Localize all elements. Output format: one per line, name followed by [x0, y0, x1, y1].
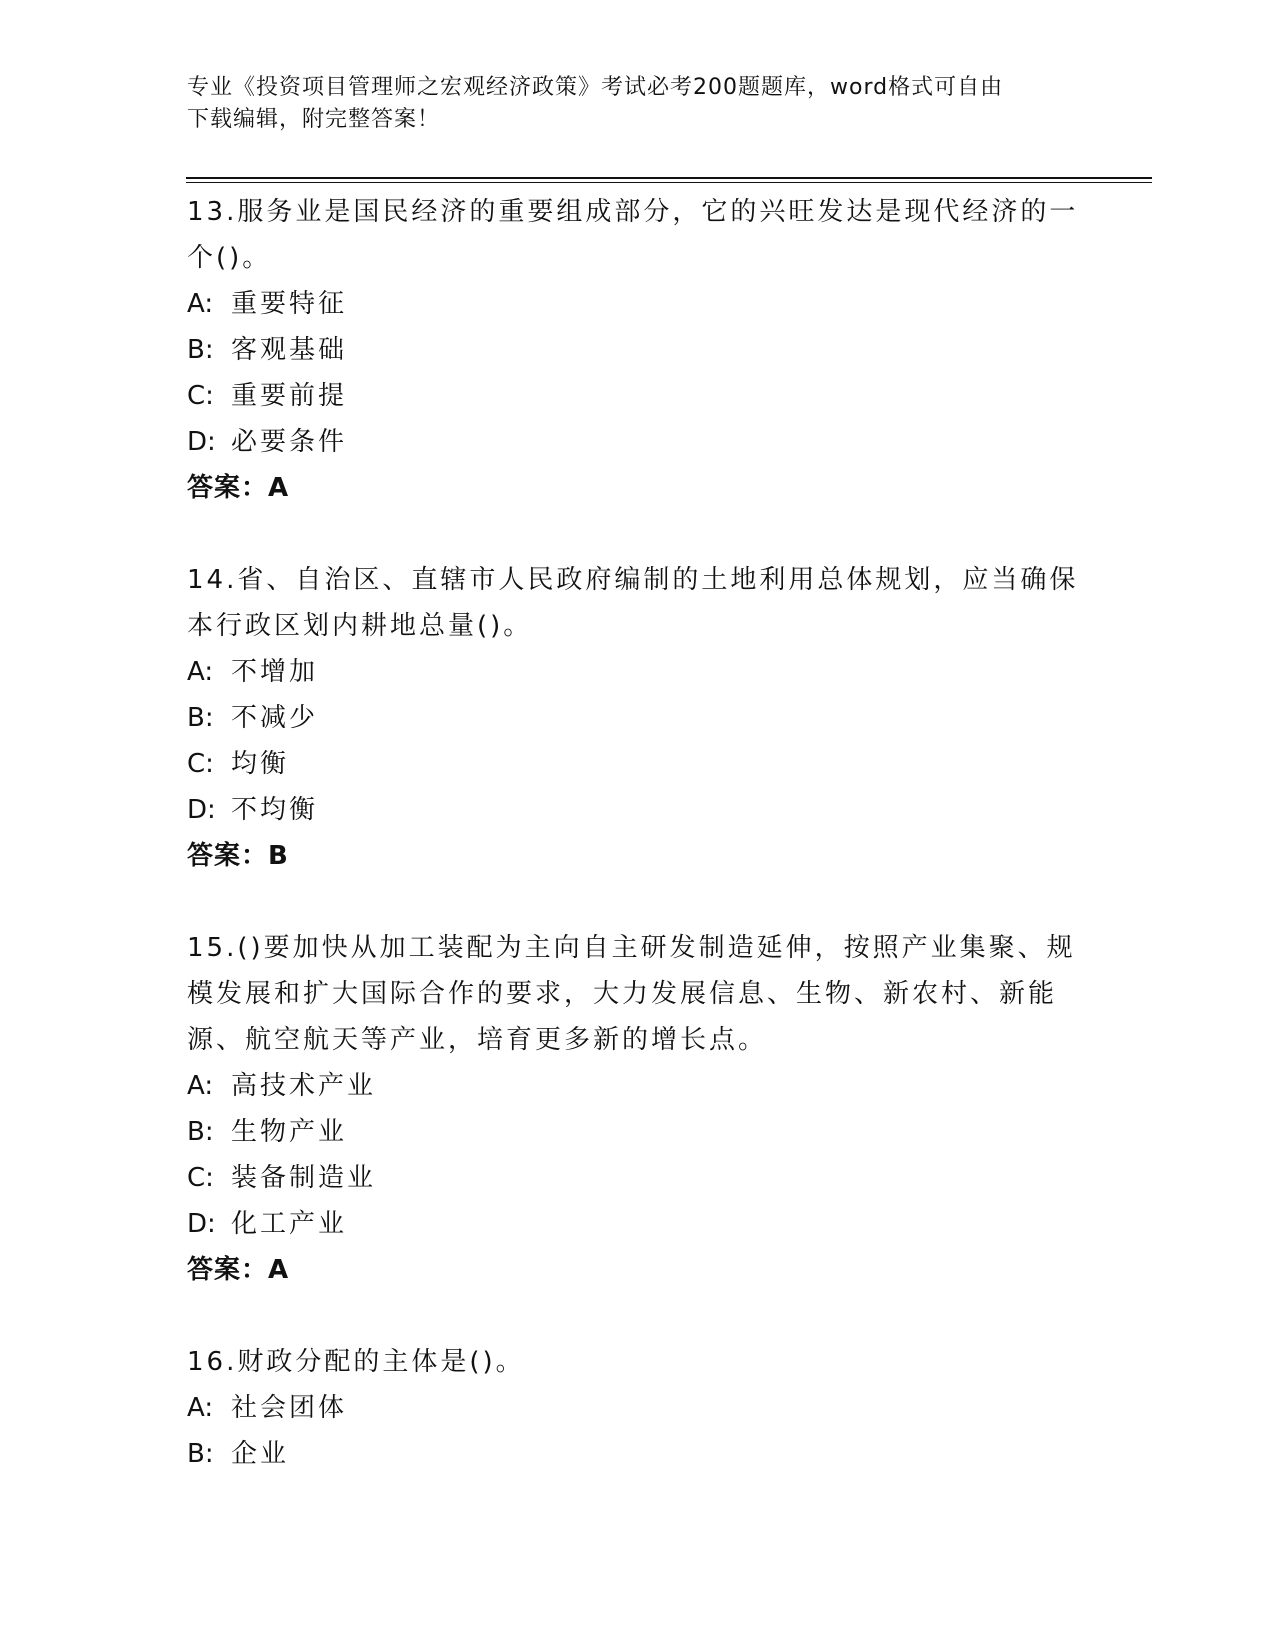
option-key: A: [187, 1393, 214, 1423]
option-key: A: [187, 289, 214, 319]
question-stem-line: 15.()要加快从加工装配为主向自主研发制造延伸，按照产业集聚、规 [187, 933, 1076, 963]
question-16 [187, 1339, 1087, 1477]
option-text: 客观基础 [231, 335, 348, 365]
option-d [187, 1201, 1087, 1247]
option-key: C: [187, 749, 214, 779]
answer-line [187, 465, 1087, 511]
option-text: 必要条件 [231, 427, 348, 457]
question-stem-line: 源、航空航天等产业，培育更多新的增长点。 [187, 1025, 768, 1055]
question-stem-line: 13.服务业是国民经济的重要组成部分，它的兴旺发达是现代经济的一 [187, 197, 1079, 227]
option-d [187, 787, 1087, 833]
question-15 [187, 925, 1087, 1293]
option-key: B: [187, 1439, 214, 1469]
answer-value: A [268, 473, 290, 503]
answer-line [187, 833, 1087, 879]
option-b [187, 1431, 1087, 1477]
question-spacer [187, 879, 1087, 925]
option-text: 均衡 [231, 749, 290, 779]
header-divider-thick [186, 177, 1152, 179]
option-text: 装备制造业 [231, 1163, 377, 1193]
option-text: 不减少 [231, 703, 319, 733]
option-key: B: [187, 1117, 214, 1147]
question-stem-line: 模发展和扩大国际合作的要求，大力发展信息、生物、新农村、新能 [187, 979, 1058, 1009]
question-list [187, 189, 1087, 1477]
option-text: 高技术产业 [231, 1071, 377, 1101]
question-stem-line: 本行政区划内耕地总量()。 [187, 611, 533, 641]
question-stem-line: 14.省、自治区、直辖市人民政府编制的土地利用总体规划，应当确保 [187, 565, 1079, 595]
question-stem-line: 个()。 [187, 243, 272, 273]
option-text: 重要前提 [231, 381, 348, 411]
option-text: 生物产业 [231, 1117, 348, 1147]
option-text: 企业 [231, 1439, 290, 1469]
option-a [187, 281, 1087, 327]
header-divider-thin [186, 182, 1152, 183]
option-key: C: [187, 1163, 214, 1193]
option-text: 不增加 [231, 657, 319, 687]
option-b [187, 1109, 1087, 1155]
option-text: 社会团体 [231, 1393, 348, 1423]
answer-value: B [268, 841, 289, 871]
question-spacer [187, 511, 1087, 557]
question-spacer [187, 1293, 1087, 1339]
option-a [187, 649, 1087, 695]
answer-label: 答案： [187, 473, 269, 503]
answer-value: A [268, 1255, 290, 1285]
option-text: 不均衡 [231, 795, 319, 825]
answer-label: 答案： [187, 1255, 269, 1285]
option-a [187, 1385, 1087, 1431]
option-text: 重要特征 [231, 289, 348, 319]
question-stem-line: 16.财政分配的主体是()。 [187, 1347, 525, 1377]
option-key: C: [187, 381, 214, 411]
option-key: D: [187, 795, 216, 825]
option-key: D: [187, 427, 216, 457]
option-key: D: [187, 1209, 216, 1239]
option-d [187, 419, 1087, 465]
option-b [187, 327, 1087, 373]
header-line-2: 下载编辑，附完整答案！ [187, 107, 441, 132]
option-key: A: [187, 657, 214, 687]
question-14 [187, 557, 1087, 879]
document-header [187, 72, 1067, 136]
option-a [187, 1063, 1087, 1109]
option-text: 化工产业 [231, 1209, 348, 1239]
option-c [187, 1155, 1087, 1201]
question-13 [187, 189, 1087, 511]
option-c [187, 373, 1087, 419]
option-key: B: [187, 703, 214, 733]
option-key: A: [187, 1071, 214, 1101]
option-key: B: [187, 335, 214, 365]
option-c [187, 741, 1087, 787]
answer-line [187, 1247, 1087, 1293]
answer-label: 答案： [187, 841, 269, 871]
header-line-1: 专业《投资项目管理师之宏观经济政策》考试必考200题题库，word格式可自由 [187, 75, 1004, 100]
option-b [187, 695, 1087, 741]
